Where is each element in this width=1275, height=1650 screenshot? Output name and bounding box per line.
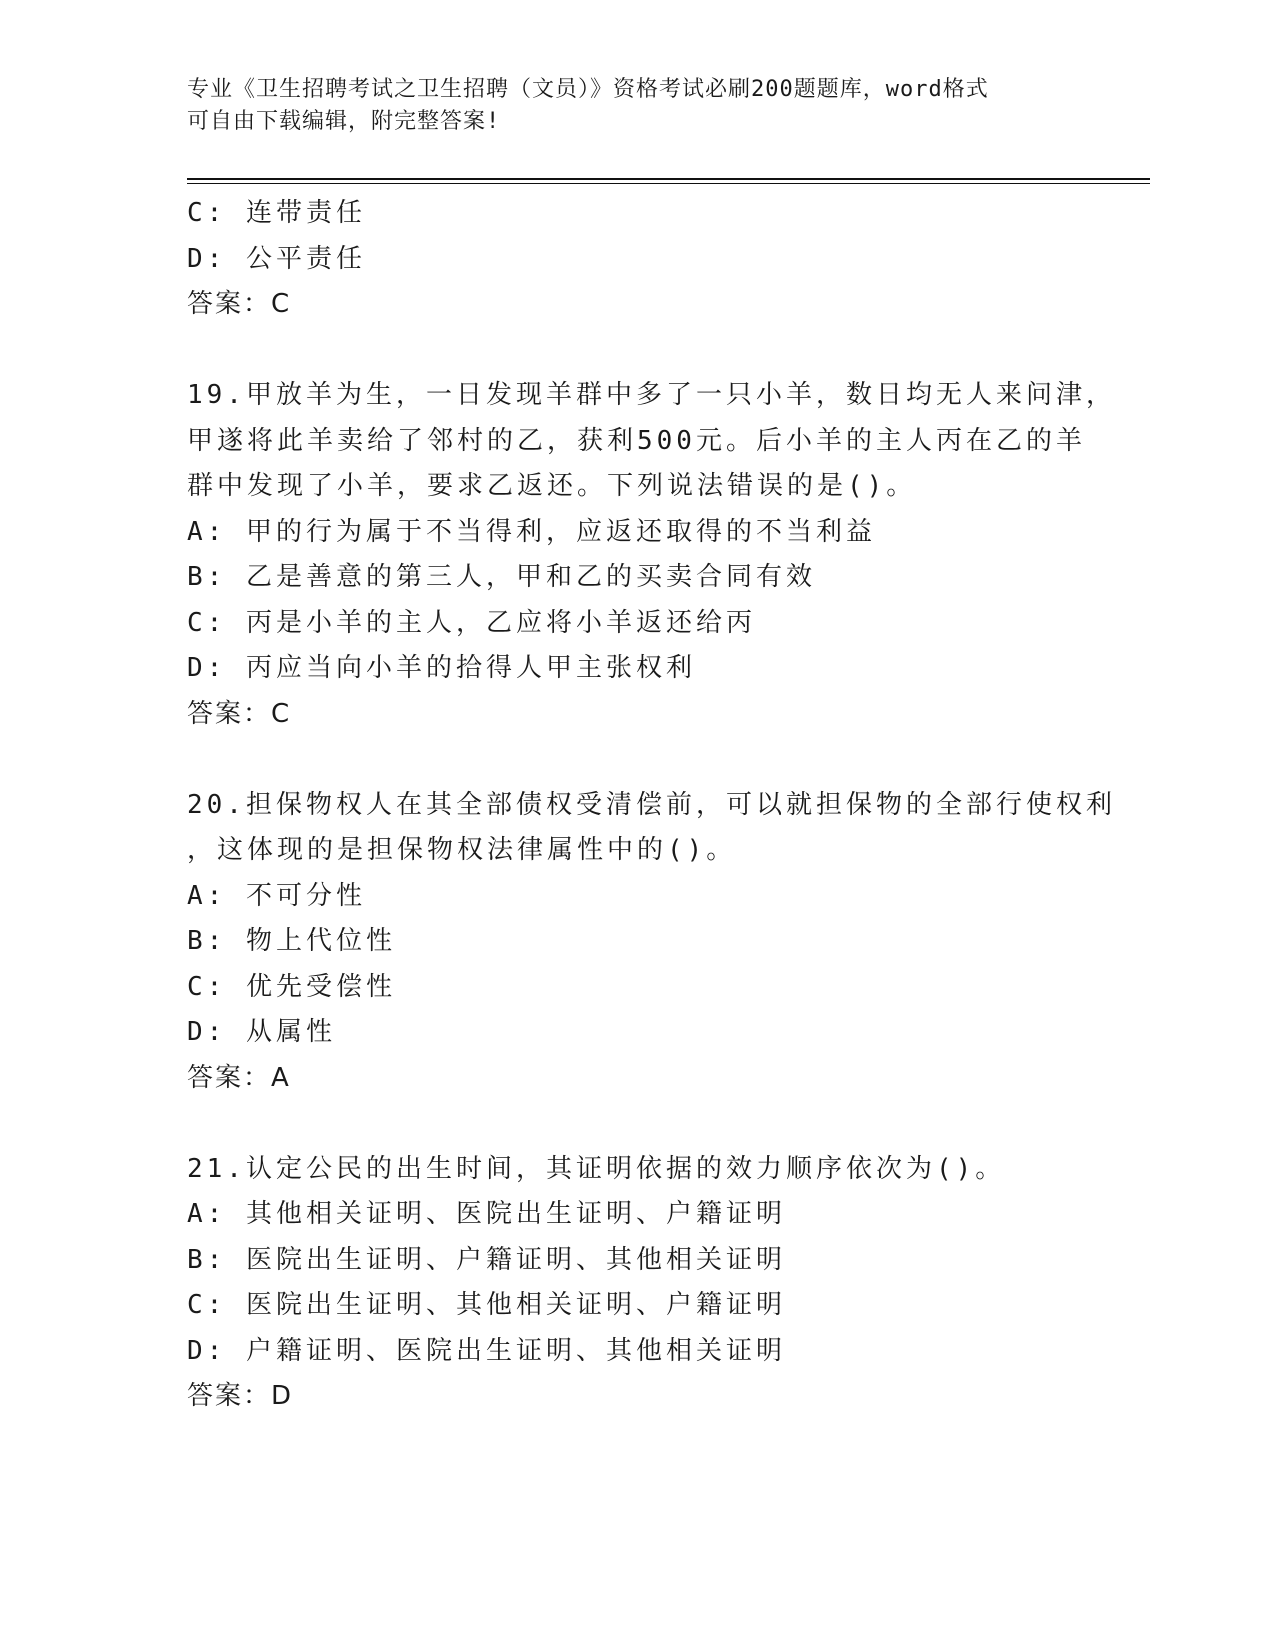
answer-line: 答案：C bbox=[187, 698, 292, 729]
question-stem-line: 19.甲放羊为生，一日发现羊群中多了一只小羊，数日均无人来问津， bbox=[187, 380, 1116, 410]
answer-line: 答案：C bbox=[187, 289, 292, 319]
option-b: B: 乙是善意的第三人，甲和乙的买卖合同有效 bbox=[187, 562, 816, 592]
option-d: D: 丙应当向小羊的拾得人甲主张权利 bbox=[187, 653, 696, 683]
question-stem-line: 21.认定公民的出生时间，其证明依据的效力顺序依次为()。 bbox=[187, 1153, 1006, 1184]
question-list bbox=[187, 191, 1116, 1420]
option-c: C: 连带责任 bbox=[187, 198, 366, 228]
option-a: A: 其他相关证明、医院出生证明、户籍证明 bbox=[187, 1199, 786, 1229]
question-stem-line: 甲遂将此羊卖给了邻村的乙，获利500元。后小羊的主人丙在乙的羊 bbox=[187, 425, 1086, 456]
spacer bbox=[187, 737, 1087, 783]
answer-line: 答案：A bbox=[187, 1062, 291, 1093]
document-header bbox=[187, 74, 1067, 138]
spacer bbox=[187, 1101, 1087, 1147]
question-20 bbox=[187, 783, 1116, 1102]
option-c: C: 丙是小羊的主人，乙应将小羊返还给丙 bbox=[187, 607, 756, 638]
header-line-2: 可自由下载编辑，附完整答案! bbox=[187, 109, 501, 134]
option-d: D: 从属性 bbox=[187, 1017, 336, 1047]
header-line-1: 专业《卫生招聘考试之卫生招聘（文员）》资格考试必刷200题题库，word格式 bbox=[187, 77, 989, 102]
option-b: B: 物上代位性 bbox=[187, 926, 396, 956]
option-c: C: 优先受偿性 bbox=[187, 971, 396, 1002]
option-b: B: 医院出生证明、户籍证明、其他相关证明 bbox=[187, 1244, 786, 1275]
answer-line: 答案：D bbox=[187, 1381, 294, 1411]
spacer bbox=[187, 328, 1087, 374]
question-stem-line: ，这体现的是担保物权法律属性中的()。 bbox=[187, 835, 737, 865]
question-21 bbox=[187, 1147, 1087, 1420]
option-c: C: 医院出生证明、其他相关证明、户籍证明 bbox=[187, 1290, 786, 1320]
question-19 bbox=[187, 373, 1116, 737]
option-a: A: 不可分性 bbox=[187, 880, 366, 911]
prev-question-block bbox=[187, 191, 1087, 328]
header-divider-thick bbox=[187, 178, 1150, 180]
option-d: D: 户籍证明、医院出生证明、其他相关证明 bbox=[187, 1335, 786, 1366]
header-divider-thin bbox=[187, 183, 1150, 184]
question-stem-line: 群中发现了小羊，要求乙返还。下列说法错误的是()。 bbox=[187, 471, 917, 501]
option-a: A: 甲的行为属于不当得利，应返还取得的不当利益 bbox=[187, 516, 876, 547]
question-stem-line: 20.担保物权人在其全部债权受清偿前，可以就担保物的全部行使权利 bbox=[187, 789, 1116, 820]
option-d: D: 公平责任 bbox=[187, 243, 366, 274]
